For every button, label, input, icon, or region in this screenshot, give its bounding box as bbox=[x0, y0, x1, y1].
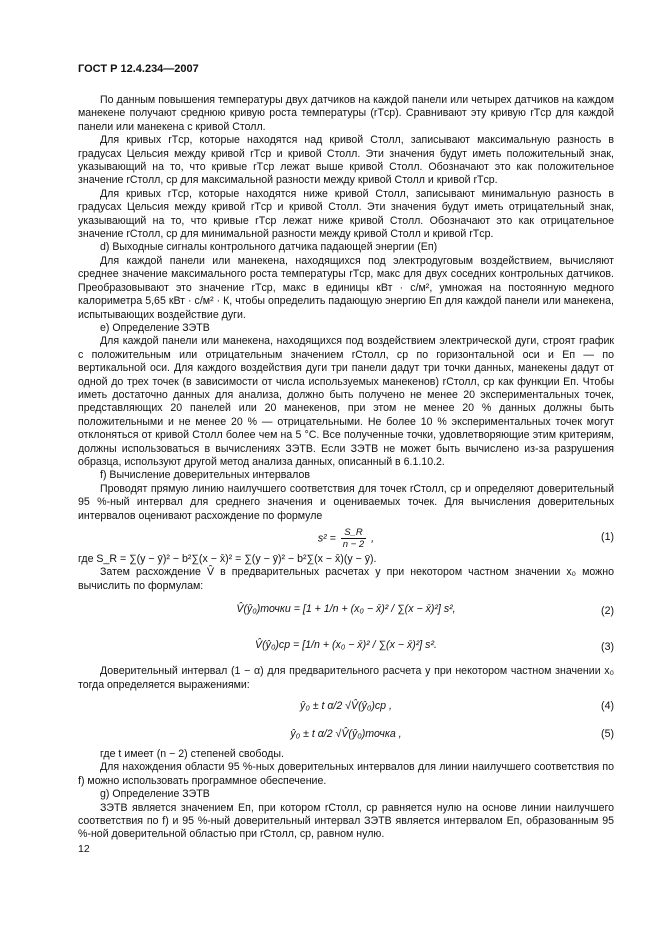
paragraph: Для кривых rTср, которые находятся над кривой Столл, записывают максимальную разность в градусах Цельсия между кривой rTср и кривой Столл. Эти значения будут иметь положительный знак, указывающий на то, что кривые rTср лежат выше кривой Столл. Обозначают это как положительное значение rСтолл, ср для максимальной разности между кривой Столл и кривой rTср. bbox=[78, 134, 614, 187]
formula-2-number: (2) bbox=[601, 605, 614, 618]
formula-2-body: [1 + 1/n + (x₀ − x̄)² / ∑(x − x̄)²] s², bbox=[302, 603, 456, 616]
paragraph: По данным повышения температуры двух датчиков на каждой панели или четырех датчиков на каждом манекене получают среднюю кривую роста температуры (rTср). Сравнивают эту кривую rTср для каждой панели или манекена с кривой Столл. bbox=[78, 94, 614, 133]
formula-1-fraction bbox=[341, 527, 366, 550]
formula-1-tail: , bbox=[371, 532, 375, 545]
formula-5-expr: ŷ₀ ± t α/2 √V̂(ŷ₀)точка , bbox=[290, 728, 402, 741]
paragraph: ЗЭТВ является значением Eп, при котором rСтолл, ср равняется нулю на основе линии наилучшего соответствия по f) и 95 %-ный доверительный интервал ЗЭТВ является интервалом Eп, образованным 95 %-ной доверительной областью при rСтолл, ср, равном нулю. bbox=[78, 801, 614, 841]
section-heading-e: е) Определение ЗЭТВ bbox=[100, 321, 210, 334]
section-heading-f: f) Вычисление доверительных интервалов bbox=[100, 469, 310, 482]
formula-2-lhs: V̂(ŷ₀)точки = bbox=[236, 603, 300, 616]
paragraph: Проводят прямую линию наилучшего соответствия для точек rСтолл, ср и определяют доверительный 95 %-ный интервал для среднего значения и оцениваемых точек. Для вычисления доверительных интервалов оценивают расхождение по формуле bbox=[78, 482, 614, 522]
formula-2 bbox=[78, 593, 614, 629]
paragraph: Для каждой панели или манекена, находящихся под электродуговым воздействием, вычисляют среднее значение максимального роста температуры rTср, макс для двух соседних контрольных датчиков. Преобразовывают это значение rTср, макс в единицы кВт · с/м², умножая на постоянную медного калориметра 5,65 кВт · с/м² · К, чтобы определить падающую энергию Eп для каждой панели или манекена, испытывающих воздействие дуги. bbox=[78, 254, 614, 321]
paragraph: Затем расхождение V̂ в предварительных расчетах y при некотором частном значении x₀ можно вычислить по формулам: bbox=[78, 566, 614, 592]
formula-4 bbox=[78, 692, 614, 720]
formula-4-expr: ŷ₀ ± t α/2 √V̂(ŷ₀)ср , bbox=[300, 700, 392, 713]
formula-3 bbox=[78, 629, 614, 665]
paragraph: Доверительный интервал (1 − α) для предварительного расчета y при некотором частном значении x₀ тогда определяется выражениями: bbox=[78, 665, 614, 691]
page-header: ГОСТ Р 12.4.234—2007 bbox=[78, 63, 199, 75]
paragraph: где t имеет (n − 2) степеней свободы. bbox=[100, 748, 284, 761]
paragraph: Для нахождения области 95 %-ных доверительных интервалов для линии наилучшего соответствия по f) можно использовать программное обеспечение. bbox=[78, 761, 614, 787]
formula-4-number: (4) bbox=[601, 700, 614, 713]
formula-3-number: (3) bbox=[601, 641, 614, 654]
formula-1-denominator: n − 2 bbox=[342, 539, 365, 550]
formula-1-lhs: s² = bbox=[317, 532, 336, 545]
paragraph: Для каждой панели или манекена, находящихся под воздействием электрической дуги, строят график с положительным или отрицательным значением rСтолл, ср по горизонтальной оси и Eп — по вертикальной оси. Для каждого воздействия дуги три панели дадут три точки данных, манекены дадут от одной до трех точек (в зависимости от числа используемых манекенов) rСтолл, ср как функции Eп. Чтобы иметь достаточно данных для анализа, должно быть получено не менее 20 экспериментальных точек, представляющих 20 панелей или 20 манекенов, при этом не менее 20 % данных должны быть положительными и не менее 20 % — отрицательными. Не более 10 % экспериментальных точек могут отклоняться от кривой Столл более чем на 5 °С. Все полученные точки, удовлетворяющие этим критериям, должны использоваться в вычислениях ЗЭТВ. Если ЗЭТВ не может быть вычислено из-за разрушения образца, используют другой метод анализа данных, описанный в 6.1.10.2. bbox=[78, 335, 614, 468]
formula-1 bbox=[78, 523, 614, 553]
page-number: 12 bbox=[78, 843, 90, 855]
where-line: где S_R = ∑(y − ȳ)² − b²∑(x − x̄)² = ∑(y − ȳ)² − b²∑(x − x̄)(y − ȳ). bbox=[78, 553, 377, 565]
paragraph: Для кривых rTср, которые находятся ниже кривой Столл, записывают минимальную разность в градусах Цельсия между кривой rTср и кривой Столл. Эти значения будут иметь отрицательный знак, указывающий на то, что кривые rTср лежат ниже кривой Столл. Обозначают это как отрицательное значение rСтолл, ср для минимальной разности между кривой Столл и кривой rTср. bbox=[78, 187, 614, 241]
page-body bbox=[78, 94, 614, 842]
formula-3-body: [1/n + (x₀ − x̄)² / ∑(x − x̄)²] s². bbox=[302, 639, 437, 652]
formula-1-numerator: S_R bbox=[341, 527, 366, 539]
formula-3-lhs: V̂(ŷ₀)ср = bbox=[255, 639, 300, 652]
formula-5-number: (5) bbox=[601, 728, 614, 741]
section-heading-g: g) Определение ЗЭТВ bbox=[100, 788, 210, 801]
section-heading-d: d) Выходные сигналы контрольного датчика падающей энергии (Eп) bbox=[100, 241, 438, 254]
formula-1-number: (1) bbox=[601, 531, 614, 543]
formula-5 bbox=[78, 720, 614, 748]
